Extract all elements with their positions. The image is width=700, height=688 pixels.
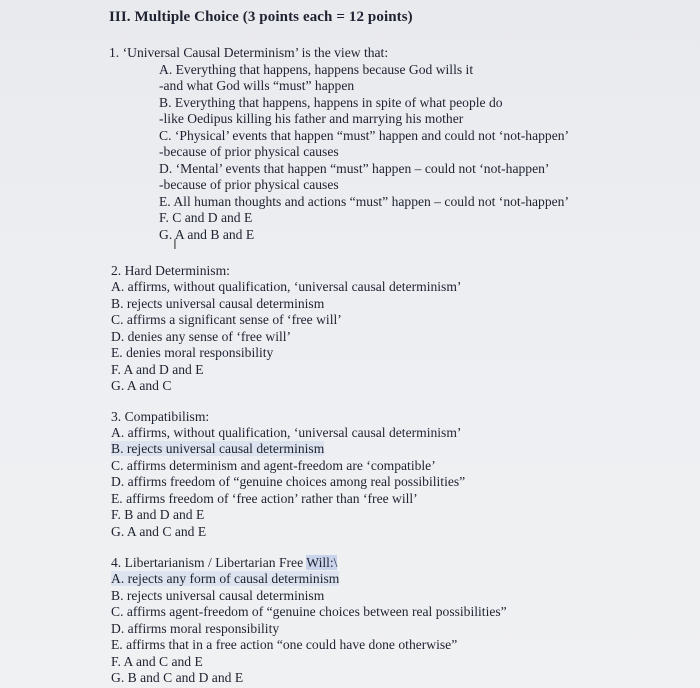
q2-option-g: G. A and C xyxy=(111,378,172,393)
q1-option-b: B. Everything that happens, happens in spite of what people do xyxy=(159,95,503,110)
section-heading: III. Multiple Choice (3 points each = 12 points) xyxy=(109,9,413,25)
q1-option-d: D. ‘Mental’ events that happen “must” happen – could not ‘not-happen’ xyxy=(159,161,550,176)
q2-option-b: B. rejects universal causal determinism xyxy=(111,296,325,311)
q4-option-d: D. affirms moral responsibility xyxy=(111,621,280,636)
q1-option-f: F. C and D and E xyxy=(159,210,253,225)
q2-option-a: A. affirms, without qualification, ‘universal causal determinism’ xyxy=(111,279,462,294)
q2-option-f: F. A and D and E xyxy=(111,362,204,377)
q1-option-d-cont: -because of prior physical causes xyxy=(159,177,339,192)
q2-option-d: D. denies any sense of ‘free will’ xyxy=(111,329,292,344)
q1-option-c-cont: -because of prior physical causes xyxy=(159,144,339,159)
q4-option-a-text: A. rejects any form of causal determinism xyxy=(111,571,340,586)
q1-option-b-cont: -like Oedipus killing his father and marrying his mother xyxy=(159,111,464,126)
q1-option-e: E. All human thoughts and actions “must” happen – could not ‘not-happen’ xyxy=(159,194,569,209)
q3-option-d: D. affirms freedom of “genuine choices among real possibilities” xyxy=(111,474,466,489)
q4-option-b: B. rejects universal causal determinism xyxy=(111,588,325,603)
q2-option-e: E. denies moral responsibility xyxy=(111,345,274,360)
question-3-prompt: 3. Compatibilism: xyxy=(111,409,210,424)
q1-option-a-cont: -and what God wills “must” happen xyxy=(159,78,355,93)
question-4-prompt xyxy=(111,555,337,571)
q4-option-g: G. B and C and D and E xyxy=(111,670,244,685)
q3-option-a: A. affirms, without qualification, ‘universal causal determinism’ xyxy=(111,425,462,440)
q4-option-f: F. A and C and E xyxy=(111,654,203,669)
question-4-highlighted-text[interactable]: Will:\ xyxy=(306,555,338,570)
q1-option-g: G. A and B and E xyxy=(159,227,255,242)
q3-option-f: F. B and D and E xyxy=(111,507,205,522)
question-1-prompt: 1. ‘Universal Causal Determinism’ is the view that: xyxy=(109,45,389,60)
q3-option-b xyxy=(111,441,324,457)
text-cursor-icon: I xyxy=(173,238,177,253)
q4-option-e: E. affirms that in a free action “one could have done otherwise” xyxy=(111,637,458,652)
question-2-prompt: 2. Hard Determinism: xyxy=(111,263,230,278)
q3-option-e: E. affirms freedom of ‘free action’ rather than ‘free will’ xyxy=(111,491,418,506)
q4-option-c: C. affirms agent-freedom of “genuine choices between real possibilities” xyxy=(111,604,507,619)
q3-option-c: C. affirms determinism and agent-freedom are ‘compatible’ xyxy=(111,458,436,473)
q1-option-a: A. Everything that happens, happens because God wills it xyxy=(159,62,474,77)
question-4-prompt-text: 4. Libertarianism / Libertarian Free xyxy=(111,555,307,570)
q3-option-g: G. A and C and E xyxy=(111,524,207,539)
q2-option-c: C. affirms a significant sense of ‘free will’ xyxy=(111,312,342,327)
q3-option-b-text: B. rejects universal causal determinism xyxy=(111,441,325,456)
q4-option-a xyxy=(111,571,339,587)
q1-option-c: C. ‘Physical’ events that happen “must” happen and could not ‘not-happen’ xyxy=(159,128,570,143)
